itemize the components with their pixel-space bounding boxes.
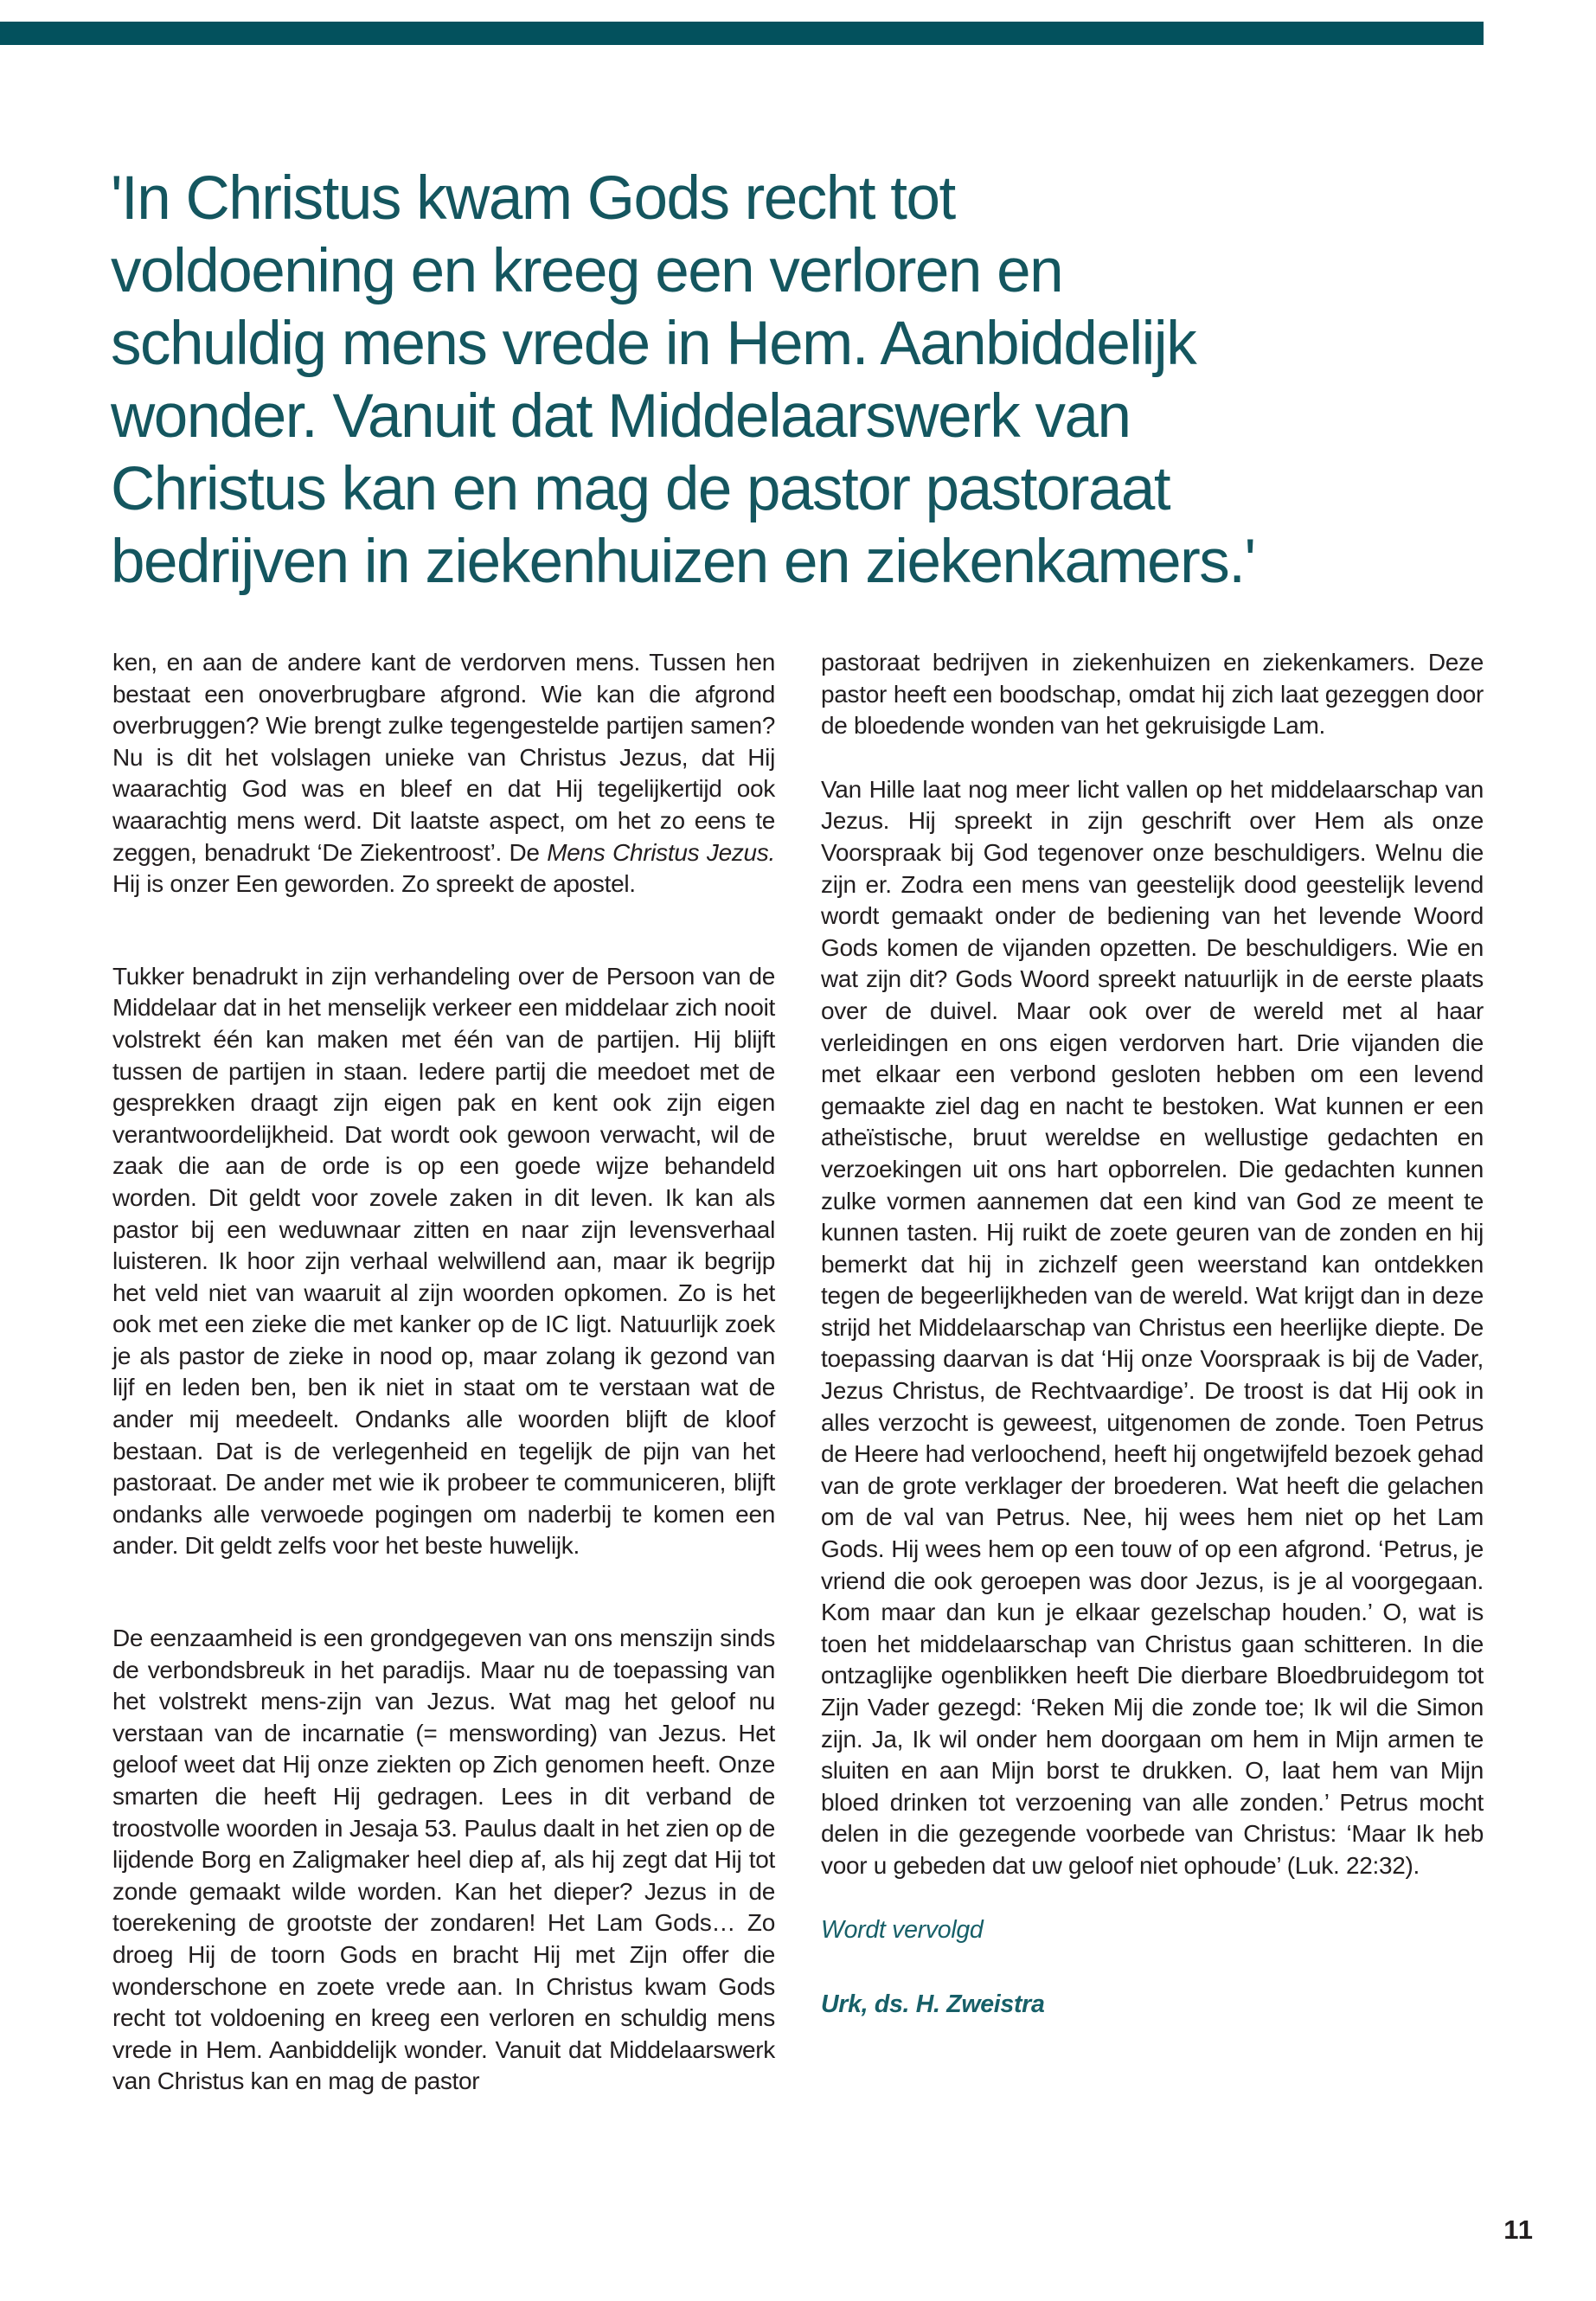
body-run: Hij is onzer Een geworden. Zo spreekt de apostel.: [112, 870, 636, 898]
column-left: [112, 647, 775, 2158]
paragraph: [821, 774, 1484, 1882]
headline-line: wonder. Vanuit dat Middelaarswerk van: [111, 382, 1131, 451]
headline-line: voldoening en kreeg een verloren en: [111, 237, 1063, 305]
body-run: pastoraat bedrijven in ziekenhuizen en ziekenkamers. Deze pastor heeft een boodschap, omdat hij zich laat gezeggen door de bloedende wonden van het gekruisigde Lam.: [821, 649, 1484, 740]
headline-line: Christus kan en mag de pastor pastoraat: [111, 455, 1170, 523]
headline-line: 'In Christus kwam Gods recht tot: [111, 164, 955, 233]
italic-run: Mens Christus Jezus.: [547, 838, 775, 866]
body-run: Van Hille laat nog meer licht vallen op het middelaarschap van Jezus. Hij spreekt in zijn geschrift over Hem als onze Voorspraak bij God tegenover onze beschuldigers. Welnu die zijn er. Zodra een mens van geestelijk dood geestelijk levend wordt gemaakt onder de bediening van het levende Woord Gods komen de vijanden opzetten. De beschuldigers. Wie en wat zijn dit? Gods Woord spreekt natuurlijk in de eerste plaats over de duivel. Maar ook over de wereld met al haar verleidingen en ons eigen verdorven hart. Drie vijanden die met elkaar een verbond gesloten hebben om een levend gemaakte ziel dag en nacht te bestoken. Wat kunnen er een atheïstische, bruut wereldse en wellustige gedachten en verzoekingen uit ons hart opborrelen. Die gedachten kunnen zulke vormen aannemen dat een kind van God ze meent te kunnen tasten. Hij ruikt de zoete geuren van de zonden en hij bemerkt dat hij in zichzelf geen weerstand kan ontdekken tegen de begeerlijkheden van de wereld. Wat krijgt dan in deze strijd het Middelaarschap van Christus een heerlijke diepte. De toepassing daarvan is dat ‘Hij onze Voorspraak is bij de Vader, Jezus Christus, de Rechtvaardige’. De troost is dat Hij ook in alles verzocht is geweest, uitgenomen de zonde. Toen Petrus de Heere had verloochend, heeft hij ongetwijfeld bezoek gehad van de grote verklager der broederen. Wat heeft die gelachen om de val van Petrus. Nee, hij wees hem niet op het Lam Gods. Hij wees hem op een touw of op een afgrond. ‘Petrus, je vriend die ook geroepen was door Jezus, is je al voorgegaan. Kom maar dan kun je elkaar gezelschap houden.’ O, wat is toen het middelaarschap van Christus gaan schitteren. In die ontzaglijke ogenblikken heeft Die dierbare Bloedbruidegom tot Zijn Vader gezegd: ‘Reken Mij die zonde toe; Ik wil die Simon zijn. Ja, Ik wil onder hem doorgaan om hem in Mijn armen te sluiten en aan Mijn borst te drukken. O, laat hem van Mijn bloed drinken tot verzoening van alle zonden.’ Petrus mocht delen in die gezegende voorbede van Christus: ‘Maar Ik heb voor u gebeden dat uw geloof niet ophoude’ (Luk. 22:32).: [821, 775, 1484, 1879]
paragraph: [112, 647, 775, 901]
page-number: 11: [1503, 2214, 1534, 2245]
body-run: ken, en aan de andere kant de verdorven mens. Tussen hen bestaat een onoverbrugbare afgrond. Wie kan die afgrond overbruggen? Wie brengt zulke tegengestelde partijen samen? Nu is dit het volslagen unieke van Christus Jezus, dat Hij waarachtig God was en bleef en dat Hij tegelijkertijd ook waarachtig mens werd. Dit laatste aspect, om het zo eens te zeggen, benadrukt ‘De Ziekentroost’. De: [112, 649, 775, 866]
pull-quote-headline: [111, 163, 1503, 599]
headline-line: bedrijven in ziekenhuizen en ziekenkamers.': [111, 528, 1255, 596]
top-accent-bar: [0, 22, 1484, 45]
column-right: [821, 647, 1484, 2021]
body-run: Tukker benadrukt in zijn verhandeling over de Persoon van de Middelaar dat in het menselijk verkeer een middelaar zich nooit volstrekt één kan maken met één van de partijen. Hij blijft tussen de partijen in staan. Iedere partij die meedoet met de gesprekken draagt zijn eigen pak en kent ook zijn eigen verantwoordelijkheid. Dat wordt ook gewoon verwacht, wil de zaak die aan de orde is op een goede wijze behandeld worden. Dit geldt voor zovele zaken in dit leven. Ik kan als pastor bij een weduwnaar zitten en naar zijn levensverhaal luisteren. Ik hoor zijn verhaal welwillend aan, maar ik begrijp het veld niet van waaruit al zijn woorden opkomen. Zo is het ook met een zieke die met kanker op de IC ligt. Natuurlijk zoek je als pastor de zieke in nood op, maar zolang ik gezond van lijf en leden ben, ben ik niet in staat om te verstaan wat de ander mij meedeelt. Ondanks alle woorden blijft de kloof bestaan. Dat is de verlegenheid en tegelijk de pijn van het pastoraat. De ander met wie ik probeer te communiceren, blijft ondanks alle verwoede pogingen om naderbij te komen een ander. Dit geldt zelfs voor het beste huwelijk.: [112, 962, 775, 1560]
footer-author: Urk, ds. H. Zweistra: [821, 1990, 1045, 2019]
footer-continuation: Wordt vervolgd: [821, 1915, 984, 1944]
paragraph: [821, 647, 1484, 742]
paragraph: [112, 1623, 775, 2098]
paragraph: [112, 961, 775, 1562]
body-run: De eenzaamheid is een grondgegeven van ons menszijn sinds de verbondsbreuk in het paradijs. Maar nu de toepassing van het volstrekt mens-zijn van Jezus. Wat mag het geloof nu verstaan van de incarnatie (= menswording) van Jezus. Het geloof weet dat Hij onze ziekten op Zich genomen heeft. Onze smarten die heeft Hij gedragen. Lees in dit verband de troostvolle woorden in Jesaja 53. Paulus daalt in het zien op de lijdende Borg en Zaligmaker heel diep af, als hij zegt dat Hij tot zonde gemaakt wilde worden. Kan het dieper? Jezus in de toerekening de grootste der zondaren! Het Lam Gods… Zo droeg Hij de toorn Gods en bracht Hij met Zijn offer die wonderschone en zoete vrede aan. In Christus kwam Gods recht tot voldoening en kreeg een verloren en schuldig mens vrede in Hem. Aanbiddelijk wonder. Vanuit dat Middelaarswerk van Christus kan en mag de pastor: [112, 1625, 775, 2095]
headline-line: schuldig mens vrede in Hem. Aanbiddelijk: [111, 310, 1196, 378]
